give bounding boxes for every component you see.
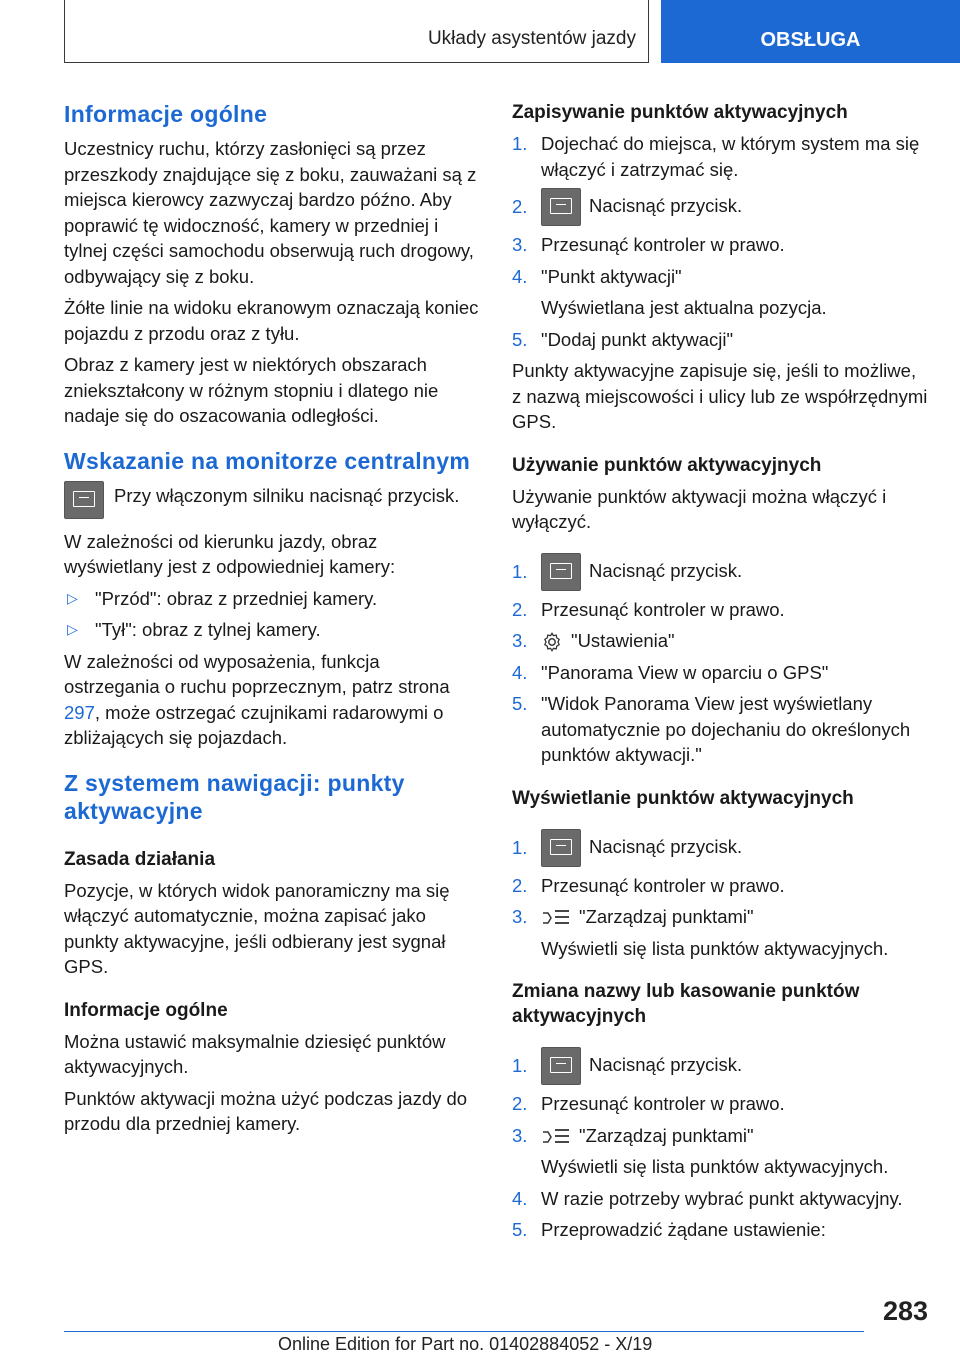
step-item (512, 232, 928, 258)
step-text: Przesunąć kontroler w prawo. (541, 1093, 785, 1114)
step-number: 4. (512, 265, 528, 287)
step-item (512, 264, 928, 290)
rename-steps (512, 1047, 928, 1148)
chapter-tab: OBSŁUGA (661, 0, 960, 63)
equip-text-b: , może ostrzegać czujnikami radarowymi o zbliżających się pojazdach. (64, 701, 444, 748)
step-text (541, 188, 928, 226)
para-use: Punktów aktywacji można użyć podczas jazdy do przodu dla przedniej kamery. (64, 1087, 468, 1134)
camera-button-icon (541, 829, 581, 867)
rename-steps-cont (512, 1186, 928, 1243)
heading-use: Używanie punktów aktywacyjnych (512, 454, 822, 476)
para-max: Można ustawić maksymalnie dziesięć punktów aktywacyjnych. (64, 1030, 446, 1077)
page-link[interactable]: 297 (64, 701, 95, 723)
step-item (512, 904, 928, 930)
right-column (512, 100, 928, 1249)
step-number: 1. (512, 836, 528, 858)
gear-icon (541, 631, 563, 653)
step-number: 5. (512, 328, 528, 350)
step-item (512, 628, 928, 654)
step-number: 1. (512, 560, 528, 582)
step-item (512, 131, 928, 182)
camera-button-icon (541, 553, 581, 591)
step-number: 1. (512, 133, 528, 154)
heading-principle: Zasada działania (64, 848, 216, 870)
step-item (512, 327, 928, 353)
step-text-label: "Ustawienia" (571, 630, 675, 651)
left-column (64, 100, 480, 1143)
triangle-bullet-icon: ▷ (67, 621, 78, 637)
bullet-text: "Przód": obraz z przedniej kamery. (95, 587, 378, 609)
step-text (541, 628, 928, 654)
step-item (512, 597, 928, 623)
bullet-item (64, 617, 480, 643)
step-text-label: "Zarządzaj punktami" (579, 1124, 754, 1146)
para-yellow-lines: Żółte linie na widoku ekranowym oznaczają koniec pojazdu z przodu oraz z tyłu. (64, 297, 479, 344)
press-button-row (64, 483, 480, 519)
triangle-bullet-icon: ▷ (67, 589, 78, 606)
step-item (512, 1217, 928, 1243)
equip-text-a: W zależności od wyposażenia, funkcja ostrzegania o ruchu poprzecznym, patrz strona (64, 650, 450, 697)
step-item (512, 188, 928, 226)
step-text (541, 829, 928, 867)
step-text (541, 1047, 928, 1085)
step-text-label: Nacisnąć przycisk. (589, 194, 743, 216)
para-general: Uczestnicy ruchu, którzy zasłonięci są przez przeszkody znajdujące się z boku, zauważani są z miejsca kierowcy zazwyczaj bardzo późno. Aby poprawić tę widoczność, kamery w przedniej i tylnej części samochodu obserwują ruch drogowy, odbywający się z boku. (64, 138, 477, 287)
step-number: 3. (512, 234, 528, 255)
step-subtext: Wyświetlana jest aktualna pozycja. (541, 297, 827, 318)
heading-general: Informacje ogólne (64, 101, 268, 127)
use-steps (512, 553, 928, 768)
step-text: "Punkt aktywacji" (541, 265, 682, 287)
para-use-toggle: Używanie punktów aktywacji można włączyć i wyłączyć. (512, 485, 887, 532)
step-text: "Dodaj punkt aktywacji" (541, 328, 734, 350)
step-text: W razie potrzeby wybrać punkt aktywacyjny. (541, 1187, 903, 1209)
step-text: Przeprowadzić żądane ustawienie: (541, 1219, 826, 1240)
para-saved: Punkty aktywacyjne zapisuje się, jeśli to możliwe, z nazwą miejscowości i ulicy lub ze współrzędnymi GPS. (512, 360, 928, 432)
step-number: 5. (512, 693, 528, 714)
bullet-item (64, 586, 480, 612)
para-press: Przy włączonym silniku nacisnąć przycisk. (114, 484, 460, 506)
heading-save: Zapisywanie punktów aktywacyjnych (512, 102, 848, 123)
step-subtext: Wyświetli się lista punktów aktywacyjnych. (541, 937, 889, 959)
page-header (64, 0, 960, 64)
heading-rename: Zmiana nazwy lub kasowanie punktów aktywacyjnych (512, 981, 860, 1027)
step-text-label: Nacisnąć przycisk. (589, 559, 743, 581)
bullet-text: "Tył": obraz z tylnej kamery. (95, 619, 321, 640)
step-item (512, 1091, 928, 1117)
show-steps (512, 829, 928, 930)
step-item (512, 1186, 928, 1212)
step-item (512, 873, 928, 899)
save-steps (512, 131, 928, 289)
step-text (541, 904, 928, 930)
para-distortion: Obraz z kamery jest w niektórych obszarach zniekształcony w różnym stopniu i dlatego nie nadaje się do oszacowania odległości. (64, 354, 439, 426)
step-text: "Widok Panorama View jest wyświetlany automatycznie po dojechaniu do określonych punktów aktywacji." (541, 693, 911, 765)
step-number: 2. (512, 874, 528, 896)
heading-show: Wyświetlanie punktów aktywacyjnych (512, 787, 854, 809)
step-number: 3. (512, 1124, 528, 1146)
step-number: 4. (512, 1187, 528, 1209)
step-number: 4. (512, 661, 528, 683)
step-item (512, 1123, 928, 1149)
step-item (512, 660, 928, 686)
step-text: Przesunąć kontroler w prawo. (541, 234, 785, 255)
step-text: Przesunąć kontroler w prawo. (541, 874, 785, 896)
step-number: 3. (512, 630, 528, 651)
step-text-label: "Zarządzaj punktami" (579, 906, 754, 927)
step-subtext: Wyświetli się lista punktów aktywacyjnych. (541, 1156, 889, 1177)
manage-list-icon (541, 1127, 571, 1147)
camera-button-icon (541, 1047, 581, 1085)
step-item (512, 829, 928, 867)
para-direction: W zależności od kierunku jazdy, obraz wyświetlany jest z odpowiedniej kamery: (64, 530, 396, 577)
edition-footer: Online Edition for Part no. 01402884052 - X/19 (278, 1334, 653, 1354)
step-item (512, 691, 928, 768)
heading-monitor: Wskazanie na monitorze centralnym (64, 447, 471, 474)
step-number: 2. (512, 196, 528, 218)
step-text: Przesunąć kontroler w prawo. (541, 598, 785, 620)
heading-general-2: Informacje ogólne (64, 999, 228, 1021)
manage-list-icon (541, 908, 571, 928)
step-number: 1. (512, 1055, 528, 1077)
step-number: 3. (512, 906, 528, 927)
step-item (512, 553, 928, 591)
section-box (64, 0, 649, 63)
step-text: "Panorama View w oparciu o GPS" (541, 661, 829, 683)
step-text-label: Nacisnąć przycisk. (589, 1053, 743, 1075)
step-number: 2. (512, 1093, 528, 1114)
section-title: Układy asystentów jazdy (427, 28, 636, 49)
para-equipment (64, 649, 480, 751)
step-text (541, 1123, 928, 1149)
page-number: 283 (882, 1296, 928, 1326)
footer-divider (64, 1331, 864, 1332)
save-steps-cont (512, 327, 928, 353)
step-text: Dojechać do miejsca, w którym system ma się włączyć i zatrzymać się. (541, 133, 920, 180)
step-text-label: Nacisnąć przycisk. (589, 835, 743, 857)
step-item (512, 1047, 928, 1085)
camera-button-icon (64, 481, 104, 519)
step-text (541, 553, 928, 591)
camera-button-icon (541, 188, 581, 226)
step-number: 5. (512, 1219, 528, 1240)
para-principle: Pozycje, w których widok panoramiczny ma się włączyć automatycznie, można zapisać jako punkty aktywacyjne, jeśli odbierany jest sygnał GPS. (64, 879, 450, 977)
step-number: 2. (512, 598, 528, 620)
heading-nav: Z systemem nawigacji: punkty aktywacyjne (64, 769, 405, 824)
